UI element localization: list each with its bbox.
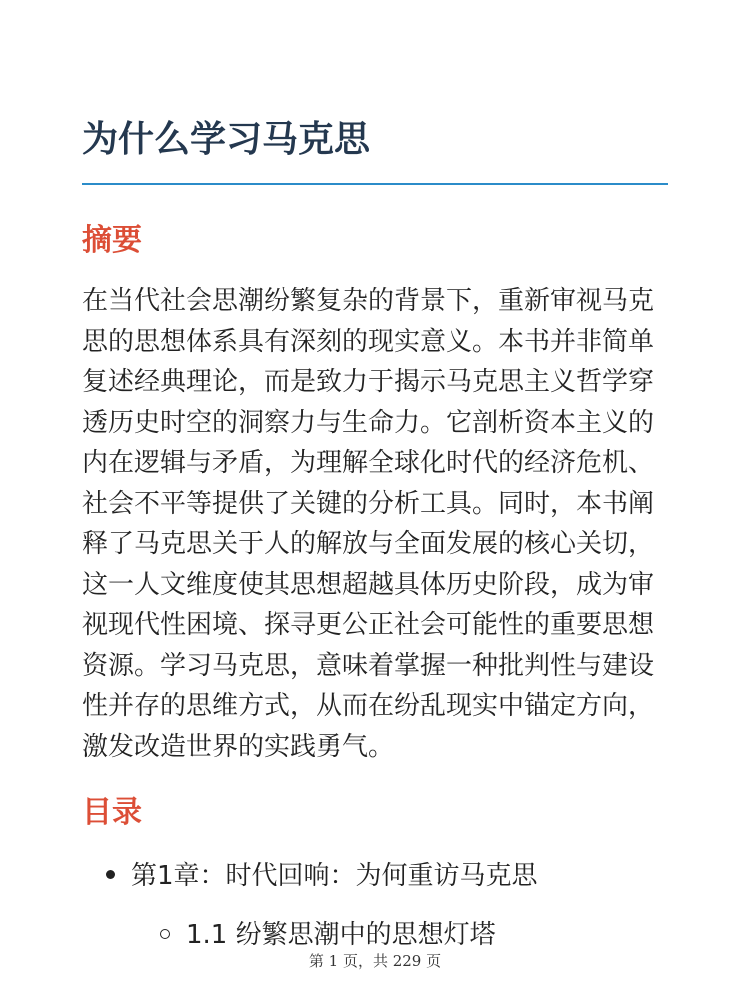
document-title: 为什么学习马克思 xyxy=(82,119,371,160)
abstract-line: 这一人文维度使其思想超越具体历史阶段，成为审 xyxy=(82,569,655,600)
abstract-line: 性并存的思维方式，从而在纷乱现实中锚定方向， xyxy=(82,691,655,721)
bullet-icon xyxy=(106,870,115,879)
abstract-line: 释了马克思关于人的解放与全面发展的核心关切， xyxy=(82,529,655,559)
abstract-line: 透历史时空的洞察力与生命力。它剖析资本主义的 xyxy=(82,407,655,438)
abstract-paragraph xyxy=(82,281,682,767)
abstract-heading: 摘要 xyxy=(82,223,142,258)
title-divider xyxy=(82,183,668,185)
toc-heading: 目录 xyxy=(82,795,142,830)
toc-item-label: 1.1 纷繁思潮中的思想灯塔 xyxy=(186,920,496,950)
abstract-line: 激发改造世界的实践勇气。 xyxy=(82,731,395,762)
abstract-line: 资源。学习马克思，意味着掌握一种批判性与建设 xyxy=(82,650,655,681)
toc-item-chapter-1[interactable] xyxy=(106,854,538,898)
page-footer: 第 1 页，共 229 页 xyxy=(308,952,442,970)
abstract-line: 内在逻辑与矛盾，为理解全球化时代的经济危机、 xyxy=(82,448,655,478)
abstract-line: 社会不平等提供了关键的分析工具。同时，本书阐 xyxy=(82,488,655,519)
toc-item-label: 第1章：时代回响：为何重访马克思 xyxy=(131,861,538,891)
abstract-line: 视现代性困境、探寻更公正社会可能性的重要思想 xyxy=(82,610,655,640)
abstract-line: 在当代社会思潮纷繁复杂的背景下，重新审视马克 xyxy=(82,286,655,316)
abstract-line: 复述经典理论，而是致力于揭示马克思主义哲学穿 xyxy=(82,367,655,397)
hollow-bullet-icon xyxy=(160,929,170,939)
abstract-line: 思的思想体系具有深刻的现实意义。本书并非简单 xyxy=(82,326,655,357)
